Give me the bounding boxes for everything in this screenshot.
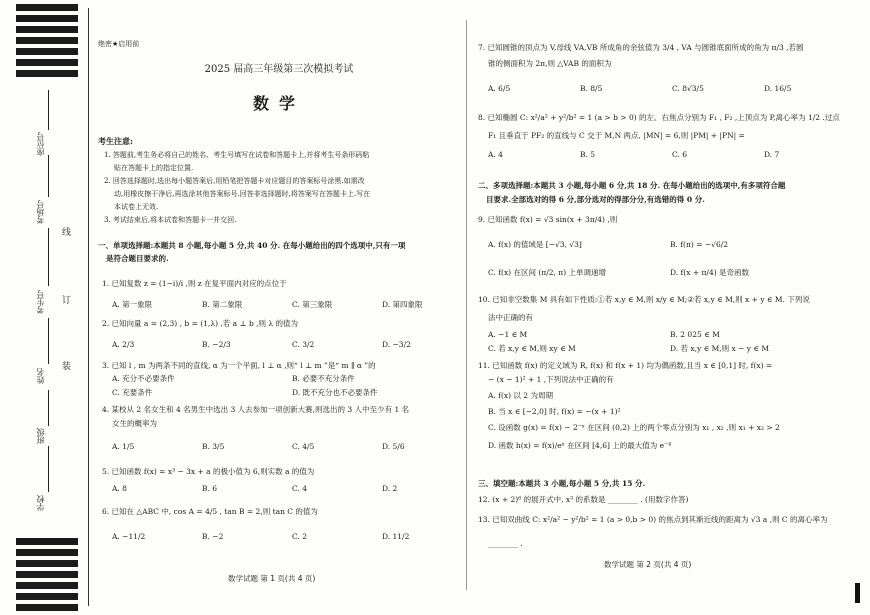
question-11-cont: − (x − 1)² + 1 ,下列说法中正确的有 [488, 375, 614, 384]
question-10-cont: 法中正确的有 [488, 313, 533, 322]
question-12: 12. (x + 2)⁶ 的展开式中, x³ 的系数是 ________ . (用数字作答) [478, 495, 689, 504]
notice-heading: 考生注意: [98, 136, 133, 146]
question-4: 4. 某校从 2 名女生和 4 名男生中选出 3 人去参加一项创新大赛,则选出的 3 人中至少有 1 名 [102, 405, 410, 414]
notice-line: 1. 答题前,考生务必将自己的姓名、考生号填写在试卷和答题卡上,并将考生号条形码粘 [104, 151, 370, 159]
option-c: C. 4 [292, 484, 308, 493]
option-a: A. −11/2 [112, 532, 146, 541]
question-10-options-row1 [488, 330, 840, 339]
question-10: 10. 已知非空数集 M 具有如下性质:①若 x,y ∈ M,则 x/y ∈ M;②若 x,y ∈ M,则 x + y ∈ M. 下列说 [478, 295, 810, 304]
binding-label-school: 学校 [36, 495, 45, 511]
question-9-options-row2 [488, 268, 840, 277]
question-9: 9. 已知函数 f(x) = √3 sin(x + 3π/4) ,则 [478, 215, 618, 224]
option-c: C. 若 x,y ∈ M,则 xy ∈ M [488, 344, 576, 353]
option-d: D. 16/5 [764, 84, 792, 93]
option-a: A. −1 ∈ M [488, 330, 528, 339]
section-heading-fill-in: 三、填空题:本题共 3 小题,每小题 5 分,共 15 分. [478, 479, 646, 488]
question-5: 5. 已知函数 f(x) = x³ − 3x + a 的极小值为 6,则实数 a 的值为 [102, 467, 315, 476]
notice-line: 2. 回答选择题时,选出每小题答案后,用铅笔把答题卡对应题目的答案标号涂黑.如需改 [104, 177, 365, 185]
option-d: D. 7 [764, 150, 780, 159]
question-8-options [488, 150, 844, 159]
section-heading-multi-choice-cont: 目要求.全部选对的得 6 分,部分选对的得部分分,有选错的得 0 分. [486, 195, 705, 204]
option-b: B. 第二象限 [202, 300, 243, 309]
question-10-options-row2 [488, 344, 840, 353]
option-c: C. 充要条件 [112, 388, 153, 397]
option-a: A. 6/5 [488, 84, 511, 93]
option-c: C. 2 [292, 532, 308, 541]
question-3-options-row2 [112, 388, 452, 397]
option-c: C. 6 [672, 150, 688, 159]
option-a: A. 8 [112, 484, 127, 493]
page-footer: 数学试题 第 2 页(共 4 页) [604, 560, 692, 569]
option-a: A. 4 [488, 150, 503, 159]
notice-line: 3. 考试结束后,将本试卷和答题卡一并交回. [104, 216, 237, 224]
option-b: B. 当 x ∈ [−2,0] 时, f(x) = −(x + 1)² [488, 407, 621, 416]
option-d: D. 11/2 [382, 532, 410, 541]
fill-line [48, 90, 49, 130]
corner-registration-mark [855, 583, 860, 603]
binding-label-class: 班级 [36, 428, 45, 444]
option-c: C. 3/2 [292, 340, 315, 349]
question-6: 6. 已知在 △ABC 中, cos A = 4/5 , tan B = 2,则 tan C 的值为 [102, 507, 318, 516]
option-b: B. −2 [202, 532, 224, 541]
option-c: C. f(x) 在区间 (π/2, π) 上单调递增 [488, 268, 607, 277]
option-a: A. f(x) 的值域是 [−√3, √3] [488, 240, 582, 249]
question-4-options [112, 442, 462, 451]
question-4-cont: 女生的概率为 [112, 419, 157, 428]
stripe-pattern-top [16, 4, 78, 80]
binding-label-seat: 座位号 [36, 132, 45, 156]
option-b: B. 2 025 ∈ M [670, 330, 720, 339]
option-c: C. 设函数 g(x) = f(x) − 2⁻ˣ 在区间 (0,2) 上的两个零点分别为 x₁ , x₂ ,则 x₁ + x₂ > 2 [488, 423, 780, 432]
option-d: D. −3/2 [382, 340, 411, 349]
option-b: B. 5 [580, 150, 596, 159]
option-a: A. 2/3 [112, 340, 135, 349]
seal-char-pack: 装 [62, 362, 72, 372]
option-d: D. 函数 h(x) = f(x)/eˣ 在区间 [4,6] 上的最大值为 e⁻⁴ [488, 441, 672, 450]
exam-title: 2025 届高三年级第三次模拟考试 [204, 64, 354, 75]
section-heading-multi-choice: 二、多项选择题:本题共 3 小题,每小题 6 分,共 18 分. 在每小题给出的选项中,有多项符合题 [478, 181, 786, 190]
option-b: B. 必要不充分条件 [292, 374, 355, 383]
notice-line: 贴在答题卡上的指定位置. [114, 164, 194, 172]
section-heading-single-choice: 一、单项选择题:本题共 8 小题,每小题 5 分,共 40 分. 在每小题给出的四个选项中,只有一项 [98, 241, 406, 250]
question-6-options [112, 532, 462, 541]
option-c: C. 4/5 [292, 442, 315, 451]
fill-line [48, 318, 49, 364]
option-c: C. 第三象限 [292, 300, 333, 309]
question-3-options-row1 [112, 374, 452, 383]
question-13: 13. 已知双曲线 C: x²/a² − y²/b² = 1 (a > 0,b > 0) 的焦点到其渐近线的距离为 √3 a ,则 C 的离心率为 [478, 515, 828, 524]
binding-label-name: 姓名 [36, 368, 45, 384]
question-2-options [112, 340, 462, 349]
option-a: A. 1/5 [112, 442, 135, 451]
option-b: B. 6 [202, 484, 218, 493]
option-a: A. 充分不必要条件 [112, 374, 175, 383]
notice-line: 动,用橡皮擦干净后,再选涂其他答案标号.回答非选择题时,将答案写在答题卡上.写在 [114, 190, 371, 198]
page-divider [466, 20, 467, 590]
page-footer: 数学试题 第 1 页(共 4 页) [228, 574, 316, 583]
option-d: D. 既不充分也不必要条件 [292, 388, 378, 397]
question-2: 2. 已知向量 a = (2,3) , b = (1,λ) ,若 a ⊥ b ,则 λ 的值为 [102, 319, 299, 328]
fill-line [48, 390, 49, 426]
binding-strip [0, 0, 95, 615]
option-b: B. −2/3 [202, 340, 231, 349]
question-7-options [488, 84, 844, 93]
binding-line [88, 8, 89, 606]
question-1: 1. 已知复数 z = (1−i)/i ,则 z 在复平面内对应的点位于 [102, 279, 287, 288]
fill-line [48, 155, 49, 197]
option-b: B. 8/5 [580, 84, 603, 93]
binding-label-room: 考场号 [36, 200, 45, 224]
section-heading-single-choice-cont: 是符合题目要求的. [106, 254, 169, 263]
confidential-mark: 绝密★启用前 [98, 40, 140, 48]
question-3: 3. 已知 l , m 为两条不同的直线, α 为一个平面, l ⊥ α ,则“ l ⊥ m ”是“ m ∥ α ”的 [102, 361, 376, 370]
option-d: D. 5/6 [382, 442, 405, 451]
stripe-pattern-bottom [16, 538, 78, 613]
question-1-options [112, 300, 462, 309]
notice-line: 本试卷上无效. [114, 203, 159, 211]
option-d: D. 2 [382, 484, 398, 493]
question-9-options-row1 [488, 240, 840, 249]
question-7: 7. 已知圆锥的顶点为 V,母线 VA,VB 所成角的余弦值为 3/4 , VA 与圆锥底面所成的角为 π/3 ,若圆 [478, 43, 804, 52]
fill-line [48, 446, 49, 492]
question-11: 11. 已知函数 f(x) 的定义域为 R, f(x) 和 f(x + 1) 均为偶函数,且当 x ∈ [0,1] 时, f(x) = [478, 361, 773, 370]
question-8-cont: F₁ 且垂直于 PF₂ 的直线与 C 交于 M,N 两点, |MN| = 6,则 |PM| + |PN| = [488, 131, 745, 140]
option-a: A. f(x) 以 2 为周期 [488, 391, 553, 400]
subject-title: 数学 [252, 94, 305, 113]
question-5-options [112, 484, 462, 493]
seal-char-bind: 订 [62, 296, 72, 306]
fill-line [48, 228, 49, 286]
question-8: 8. 已知椭圆 C: x²/a² + y²/b² = 1 (a > b > 0) 的左、右焦点分别为 F₁ , F₂ ,上顶点为 P,离心率为 1/2 .过点 [478, 113, 840, 122]
option-b: B. f(π) = −√6/2 [670, 240, 729, 249]
binding-label-examno: 考生号 [36, 290, 45, 314]
question-7-cont: 锥的侧面积为 2π,则 △VAB 的面积为 [488, 59, 612, 68]
option-d: D. 第四象限 [382, 300, 423, 309]
question-13-cont: ________ . [488, 539, 523, 548]
seal-char-line: 线 [62, 228, 72, 238]
option-b: B. 3/5 [202, 442, 225, 451]
option-d: D. 若 x,y ∈ M,则 x − y ∈ M [670, 344, 770, 353]
option-a: A. 第一象限 [112, 300, 153, 309]
option-c: C. 8√3/5 [672, 84, 704, 93]
option-d: D. f(x + π/4) 是奇函数 [670, 268, 750, 277]
